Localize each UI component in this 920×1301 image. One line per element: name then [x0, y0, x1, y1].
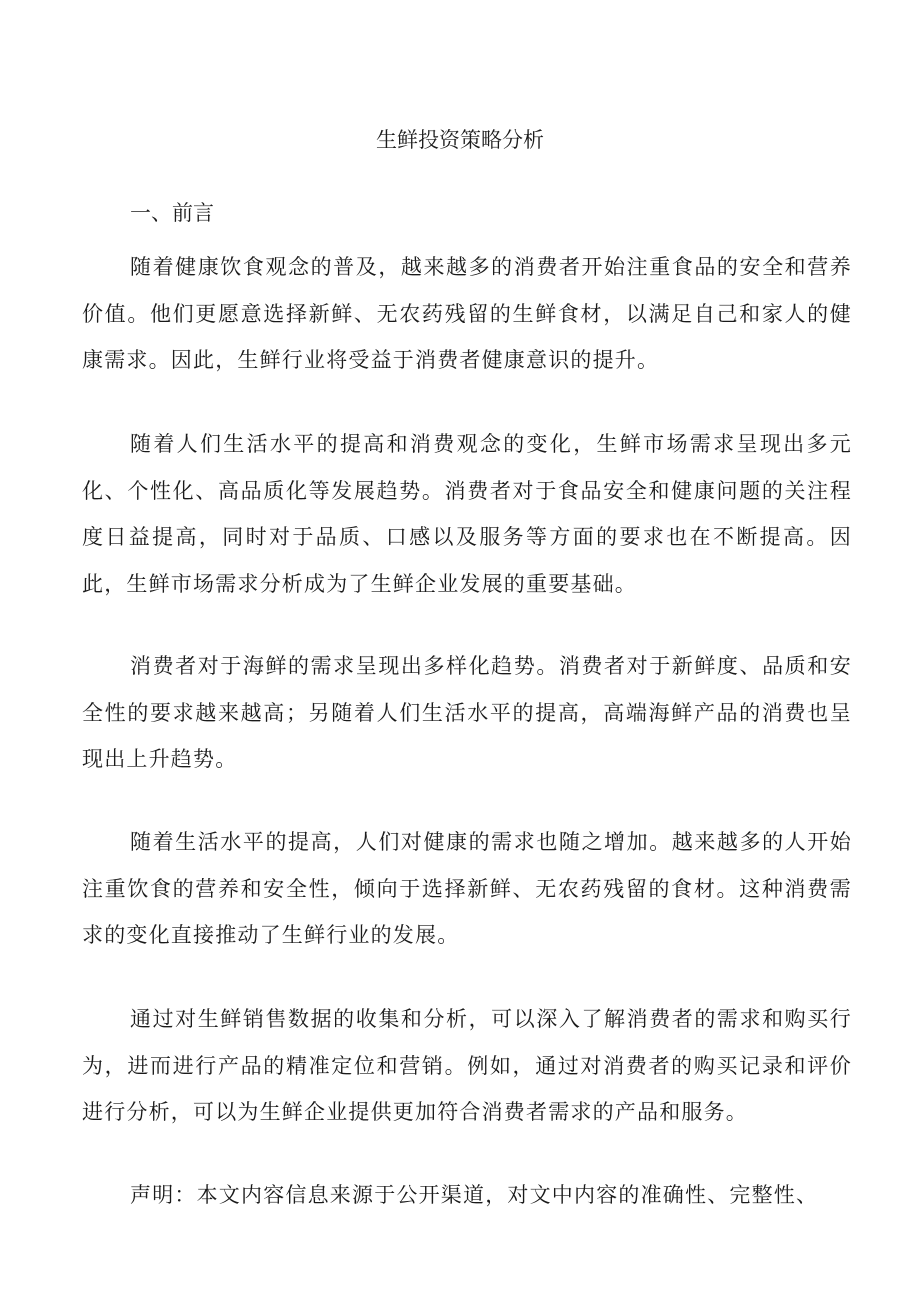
paragraph-disclaimer: 声明：本文内容信息来源于公开渠道，对文中内容的准确性、完整性、 — [130, 1183, 819, 1207]
paragraph-seafood-demand: 消费者对于海鲜的需求呈现出多样化趋势。消费者对于新鲜度、品质和安全性的要求越来越高；另随着人们生活水平的提高，高端海鲜产品的消费也呈现出上升趋势。 — [82, 654, 852, 771]
paragraph-health-needs: 随着生活水平的提高，人们对健康的需求也随之增加。越来越多的人开始注重饮食的营养和安全性，倾向于选择新鲜、无农药残留的食材。这种消费需求的变化直接推动了生鲜行业的发展。 — [82, 830, 852, 947]
document-title: 生鲜投资策略分析 — [376, 128, 544, 152]
paragraph-sales-data-analysis: 通过对生鲜销售数据的收集和分析，可以深入了解消费者的需求和购买行为，进而进行产品的精准定位和营销。例如，通过对消费者的购买记录和评价进行分析，可以为生鲜企业提供更加符合消费者需求的产品和服务。 — [82, 1007, 852, 1124]
section-heading-preface: 一、前言 — [130, 201, 214, 225]
paragraph-health-awareness: 随着健康饮食观念的普及，越来越多的消费者开始注重食品的安全和营养价值。他们更愿意选择新鲜、无农药残留的生鲜食材，以满足自己和家人的健康需求。因此，生鲜行业将受益于消费者健康意识的提升。 — [82, 255, 852, 372]
paragraph-market-demand: 随着人们生活水平的提高和消费观念的变化，生鲜市场需求呈现出多元化、个性化、高品质化等发展趋势。消费者对于食品安全和健康问题的关注程度日益提高，同时对于品质、口感以及服务等方面的要求也在不断提高。因此，生鲜市场需求分析成为了生鲜企业发展的重要基础。 — [82, 432, 852, 596]
